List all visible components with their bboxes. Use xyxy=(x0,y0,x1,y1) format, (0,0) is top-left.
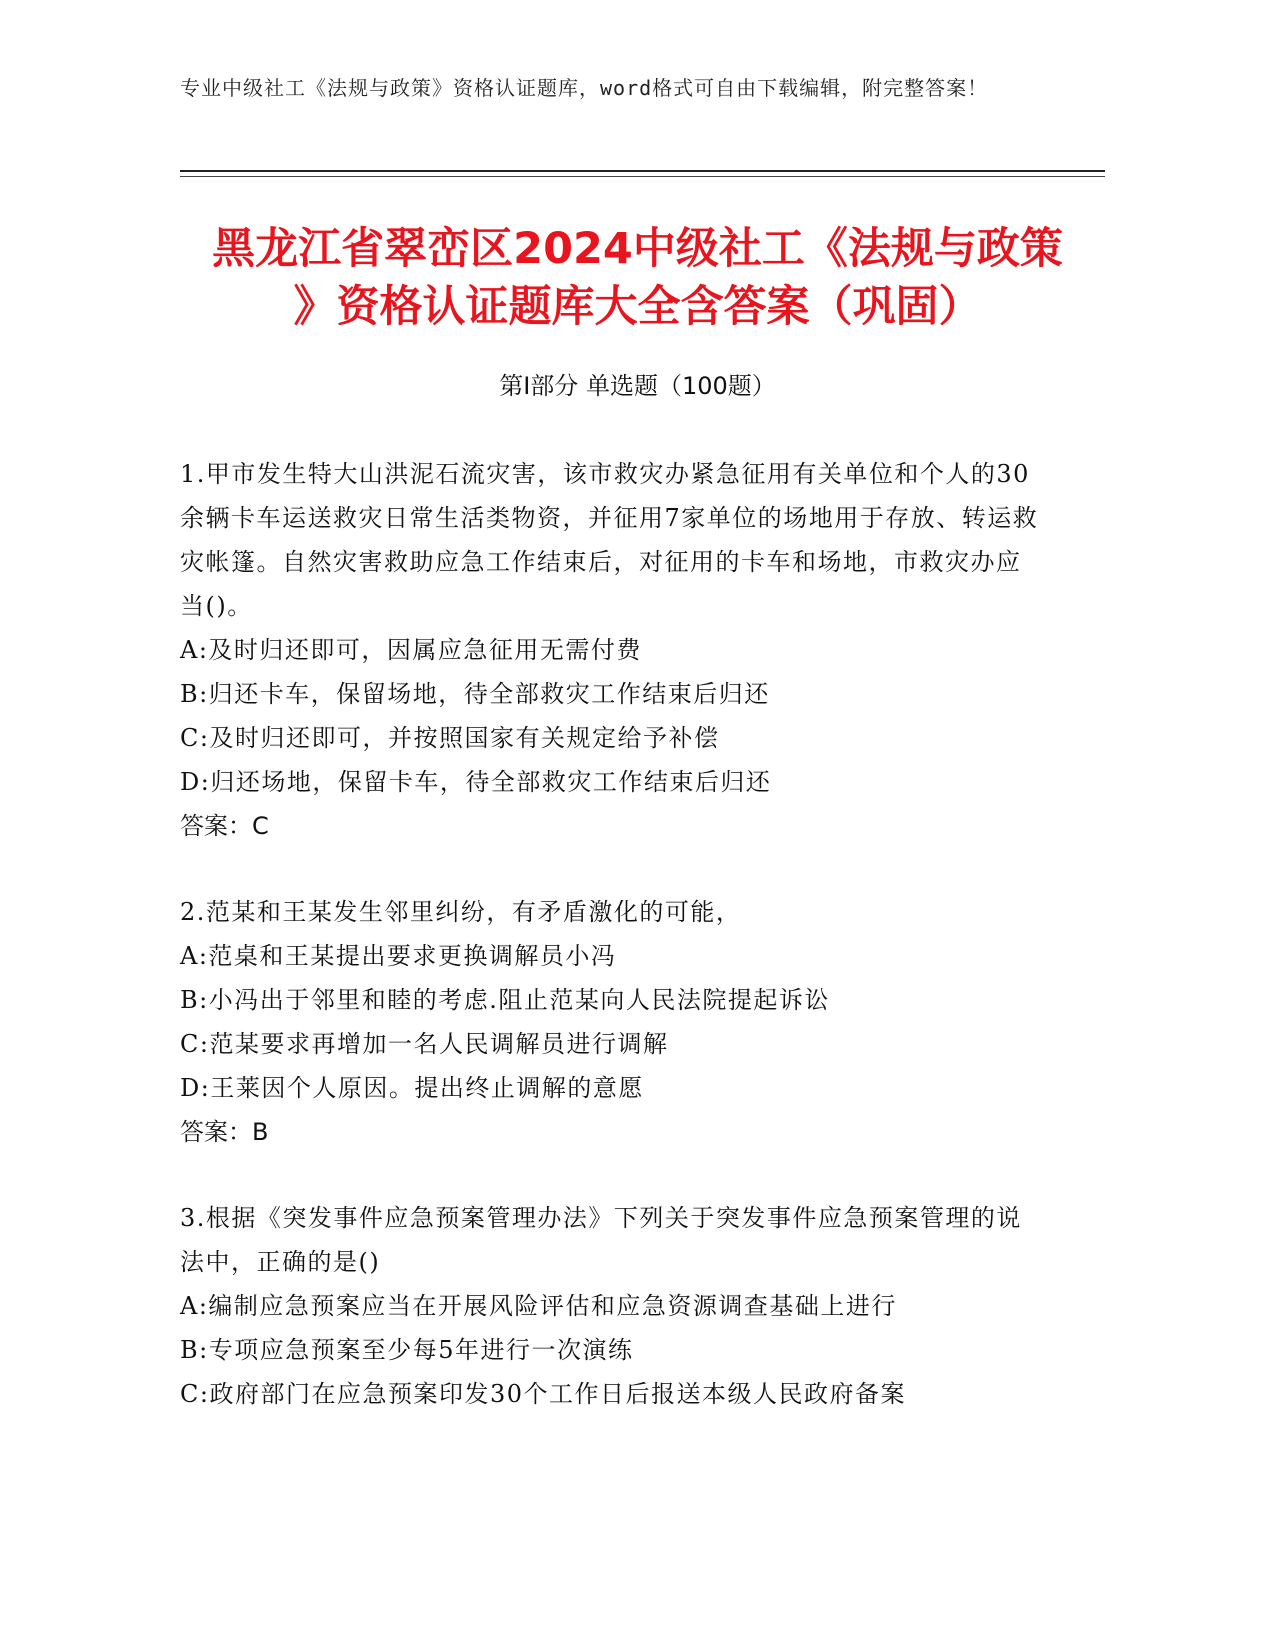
option-d: D:王莱因个人原因。提出终止调解的意愿 xyxy=(180,1074,644,1102)
option-a: A:及时归还即可，因属应急征用无需付费 xyxy=(180,636,642,664)
option-a: A:编制应急预案应当在开展风险评估和应急资源调查基础上进行 xyxy=(180,1292,897,1320)
question-stem: 2.范某和王某发生邻里纠纷，有矛盾激化的可能， xyxy=(180,898,742,926)
question-stem: 3.根据《突发事件应急预案管理办法》下列关于突发事件应急预案管理的说法中，正确的是() xyxy=(180,1204,1022,1276)
option-b: B:小冯出于邻里和睦的考虑.阻止范某向人民法院提起诉讼 xyxy=(180,986,830,1014)
option-d: D:归还场地，保留卡车，待全部救灾工作结束后归还 xyxy=(180,768,772,796)
header-divider-thin xyxy=(180,176,1105,177)
question-2 xyxy=(180,890,1040,1154)
question-3 xyxy=(180,1196,1040,1416)
document-title-line-1: 黑龙江省翠峦区2024中级社工《法规与政策 xyxy=(212,224,1063,274)
option-a: A:范桌和王某提出要求更换调解员小冯 xyxy=(180,942,617,970)
option-b: B:归还卡车，保留场地，待全部救灾工作结束后归还 xyxy=(180,680,770,708)
option-c: C:及时归还即可，并按照国家有关规定给予补偿 xyxy=(180,724,720,752)
option-b: B:专项应急预案至少每5年进行一次演练 xyxy=(180,1336,634,1364)
document-title xyxy=(150,220,1125,336)
option-c: C:范某要求再增加一名人民调解员进行调解 xyxy=(180,1030,669,1058)
answer: 答案：B xyxy=(180,1118,269,1146)
answer: 答案：C xyxy=(180,812,269,840)
option-c: C:政府部门在应急预案印发30个工作日后报送本级人民政府备案 xyxy=(180,1380,906,1408)
question-stem: 1.甲市发生特大山洪泥石流灾害，该市救灾办紧急征用有关单位和个人的30余辆卡车运送救灾日常生活类物资，并征用7家单位的场地用于存放、转运救灾帐篷。自然灾害救助应急工作结束后，对征用的卡车和场地，市救灾办应当()。 xyxy=(180,460,1039,620)
question-1 xyxy=(180,452,1040,848)
header-divider xyxy=(180,170,1105,172)
document-title-line-2: 》资格认证题库大全含答案（巩固） xyxy=(293,282,982,332)
header-note: 专业中级社工《法规与政策》资格认证题库，word格式可自由下载编辑，附完整答案！ xyxy=(180,76,989,100)
question-list xyxy=(180,452,1040,1458)
section-title: 第Ⅰ部分 单选题（100题） xyxy=(499,372,776,400)
